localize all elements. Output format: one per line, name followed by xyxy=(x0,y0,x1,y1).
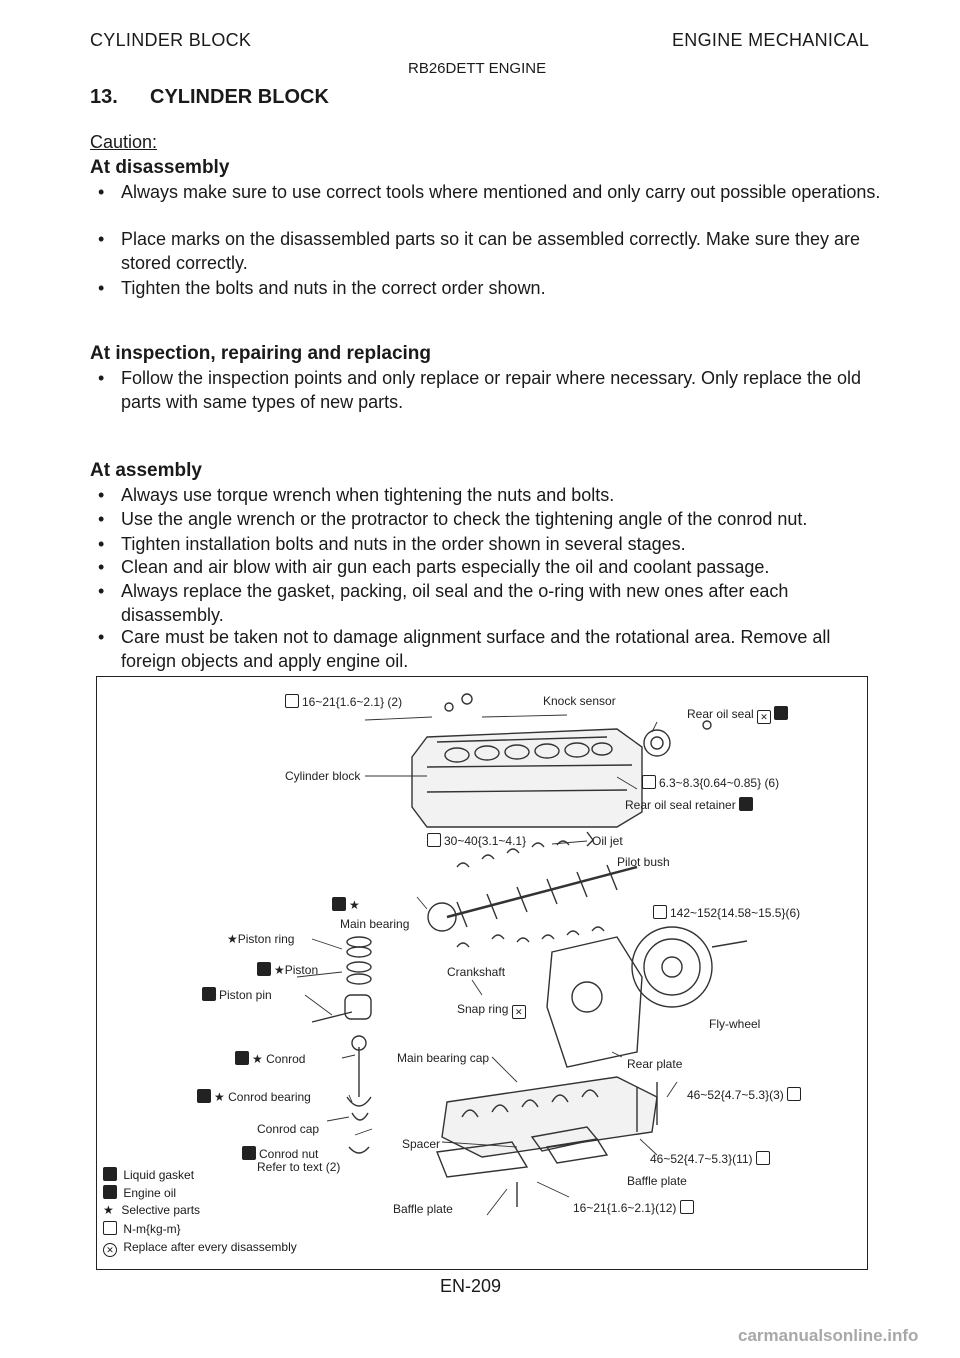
assembly-item: • Always use torque wrench when tightening the nuts and bolts. xyxy=(98,485,615,505)
baffle-plate-bottom-label: Baffle plate xyxy=(393,1202,453,1216)
piston-ring-label: ★Piston ring xyxy=(227,932,295,946)
main-bearing-symbols xyxy=(332,897,360,912)
piston-label: ★Piston xyxy=(257,962,318,977)
assembly-heading: At assembly xyxy=(90,460,202,481)
torque-oiljet-label: 30~40{3.1~4.1} xyxy=(427,833,526,848)
selective-star-icon: ★ xyxy=(349,898,360,912)
engine-oil-icon xyxy=(242,1146,256,1160)
inspection-item: • Follow the inspection points and only replace or repair where necessary. Only replace the old parts with same types of new parts. xyxy=(98,368,862,412)
torque-icon xyxy=(103,1221,117,1235)
legend-torque: N-m{kg-m} xyxy=(103,1221,181,1236)
assembly-item: • Care must be taken not to damage alignment surface and the rotational area. Remove all foreign objects and apply engine oil. xyxy=(98,627,831,671)
replace-icon: ✕ xyxy=(103,1243,117,1257)
fly-wheel-label: Fly-wheel xyxy=(709,1017,761,1031)
engine-oil-icon xyxy=(257,962,271,976)
section-title: CYLINDER BLOCK xyxy=(150,86,329,108)
selective-star-icon: ★ xyxy=(252,1052,263,1066)
torque-flywheel-label: 142~152{14.58~15.5}(6) xyxy=(653,905,800,920)
engine-oil-icon xyxy=(774,706,788,720)
legend-replace: ✕ Replace after every disassembly xyxy=(103,1240,297,1257)
torque-cap3-label: 46~52{4.7~5.3}(3) xyxy=(687,1087,804,1102)
liquid-gasket-icon xyxy=(103,1167,117,1181)
conrod-label: ★ Conrod xyxy=(235,1051,305,1066)
torque-icon xyxy=(653,905,667,919)
engine-oil-icon xyxy=(197,1089,211,1103)
torque-icon xyxy=(427,833,441,847)
torque-cap11-label: 46~52{4.7~5.3}(11) xyxy=(650,1151,773,1166)
conrod-nut-label: Conrod nut xyxy=(242,1146,318,1161)
torque-icon xyxy=(642,775,656,789)
legend-selective-parts: ★ Selective parts xyxy=(103,1203,201,1217)
replace-icon: ✕ xyxy=(512,1005,526,1019)
refer-text-label: Refer to text (2) xyxy=(257,1160,341,1174)
baffle-plate-right-label: Baffle plate xyxy=(627,1174,687,1188)
selective-star-icon: ★ xyxy=(103,1203,114,1217)
header-right: ENGINE MECHANICAL xyxy=(672,30,870,50)
crankshaft-label: Crankshaft xyxy=(447,965,506,979)
torque-icon xyxy=(285,694,299,708)
piston-pin-label: Piston pin xyxy=(202,987,272,1002)
liquid-gasket-icon xyxy=(739,797,753,811)
oil-jet-label: Oil jet xyxy=(592,834,623,848)
selective-star-icon: ★ xyxy=(274,963,285,977)
snap-ring-label: Snap ring ✕ xyxy=(457,1002,529,1019)
assembly-item: • Use the angle wrench or the protractor to check the tightening angle of the conrod nut. xyxy=(98,509,808,529)
disassembly-heading: At disassembly xyxy=(90,157,230,178)
torque-icon xyxy=(680,1200,694,1214)
section-number: 13. xyxy=(90,86,118,108)
assembly-item: • Always replace the gasket, packing, oil seal and the o-ring with new ones after each disassembly. xyxy=(98,581,789,625)
header-center: RB26DETT ENGINE xyxy=(408,60,547,77)
rear-oil-seal-label: Rear oil seal ✕ xyxy=(687,706,791,724)
main-bearing-label: Main bearing xyxy=(340,917,410,931)
torque-seal-label: 6.3~8.3{0.64~0.85} (6) xyxy=(642,775,779,790)
engine-oil-icon xyxy=(202,987,216,1001)
replace-icon: ✕ xyxy=(757,710,771,724)
engine-oil-icon xyxy=(103,1185,117,1199)
cylinder-block-label: Cylinder block xyxy=(285,769,361,783)
legend-engine-oil: Engine oil xyxy=(103,1185,176,1200)
engine-oil-icon xyxy=(332,897,346,911)
exploded-diagram xyxy=(96,676,868,1270)
conrod-cap-label: Conrod cap xyxy=(257,1122,320,1136)
torque-knock-label: 16~21{1.6~2.1} (2) xyxy=(285,694,402,709)
conrod-bearing-label: ★ Conrod bearing xyxy=(197,1089,311,1104)
main-bearing-cap-label: Main bearing cap xyxy=(397,1051,490,1065)
engine-oil-icon xyxy=(235,1051,249,1065)
selective-star-icon: ★ xyxy=(214,1090,225,1104)
torque-icon xyxy=(756,1151,770,1165)
torque-icon xyxy=(787,1087,801,1101)
spacer-label: Spacer xyxy=(402,1137,441,1151)
header-left: CYLINDER BLOCK xyxy=(90,30,252,50)
knock-sensor-label: Knock sensor xyxy=(543,694,616,708)
watermark: carmanualsonline.info xyxy=(738,1326,919,1345)
page-number: EN-209 xyxy=(440,1276,502,1296)
disassembly-item: • Place marks on the disassembled parts so it can be assembled correctly. Make sure they are stored correctly. xyxy=(98,229,861,273)
pilot-bush-label: Pilot bush xyxy=(617,855,670,869)
disassembly-item: • Always make sure to use correct tools where mentioned and only carry out possible operations. xyxy=(98,182,881,202)
assembly-item: • Tighten installation bolts and nuts in the order shown in several stages. xyxy=(98,534,686,554)
torque-baffle-label: 16~21{1.6~2.1}(12) xyxy=(573,1200,697,1215)
rear-oil-seal-retainer-label: Rear oil seal retainer xyxy=(625,797,756,812)
disassembly-item: • Tighten the bolts and nuts in the correct order shown. xyxy=(98,278,546,298)
legend-liquid-gasket: Liquid gasket xyxy=(103,1167,194,1182)
assembly-item: • Clean and air blow with air gun each parts especially the oil and coolant passage. xyxy=(98,557,770,577)
selective-star-icon: ★ xyxy=(227,932,238,946)
inspection-heading: At inspection, repairing and replacing xyxy=(90,343,431,364)
caution-label: Caution: xyxy=(90,132,158,152)
rear-plate-label: Rear plate xyxy=(627,1057,683,1071)
